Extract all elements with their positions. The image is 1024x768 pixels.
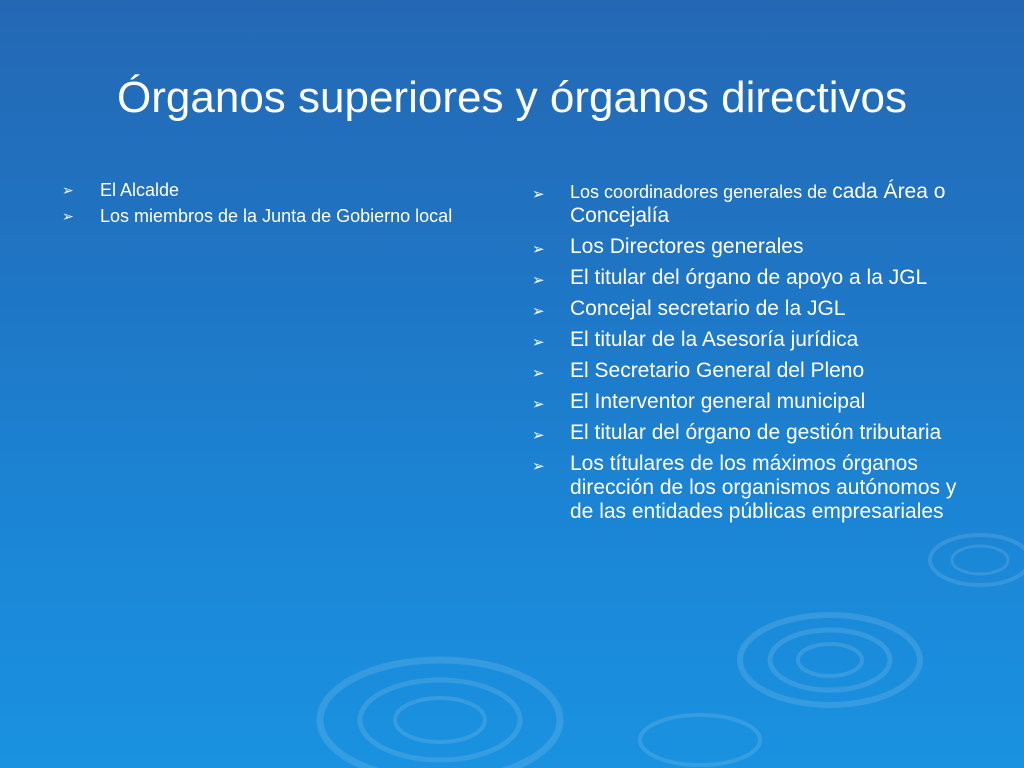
chevron-right-icon: ➢: [532, 364, 545, 382]
chevron-right-icon: ➢: [532, 302, 545, 320]
left-bullet-list: [60, 180, 500, 232]
list-item: [60, 180, 500, 201]
chevron-right-icon: ➢: [62, 209, 74, 225]
list-item-text: cada Área o Concejalía: [570, 180, 946, 227]
list-item: [530, 266, 970, 290]
list-item-text: Los títulares de los máximos órganos dirección de los organismos autónomos y de las entidades públicas empresariales: [570, 452, 957, 523]
chevron-right-icon: ➢: [532, 271, 545, 289]
chevron-right-icon: ➢: [532, 426, 545, 444]
list-item: [530, 235, 970, 259]
chevron-right-icon: ➢: [532, 240, 545, 258]
right-bullet-list: [530, 180, 970, 531]
list-item-text: Los miembros de la Junta de Gobierno local: [100, 206, 453, 226]
list-item: [530, 297, 970, 321]
chevron-right-icon: ➢: [532, 333, 545, 351]
list-item: [530, 328, 970, 352]
list-item-text: Concejal secretario de la JGL: [570, 297, 846, 320]
list-item-text: El Secretario General del Pleno: [570, 359, 865, 382]
chevron-right-icon: ➢: [532, 457, 545, 475]
list-item: [530, 421, 970, 445]
list-item-text: El titular de la Asesoría jurídica: [570, 328, 859, 351]
list-item-text: El Alcalde: [100, 180, 180, 200]
chevron-right-icon: ➢: [62, 183, 74, 199]
list-item: [530, 359, 970, 383]
list-item: [530, 390, 970, 414]
list-item-text: El titular del órgano de apoyo a la JGL: [570, 266, 928, 289]
list-item: [530, 452, 970, 524]
list-item-text: El titular del órgano de gestión tributaria: [570, 421, 942, 444]
list-item-text-small: Los coordinadores generales de: [570, 182, 833, 202]
list-item: [530, 180, 970, 228]
slide-title: Órganos superiores y órganos directivos: [117, 73, 907, 122]
list-item: [60, 206, 500, 227]
list-item-text: El Interventor general municipal: [570, 390, 866, 413]
chevron-right-icon: ➢: [532, 185, 545, 203]
chevron-right-icon: ➢: [532, 395, 545, 413]
list-item-text: Los Directores generales: [570, 235, 804, 258]
